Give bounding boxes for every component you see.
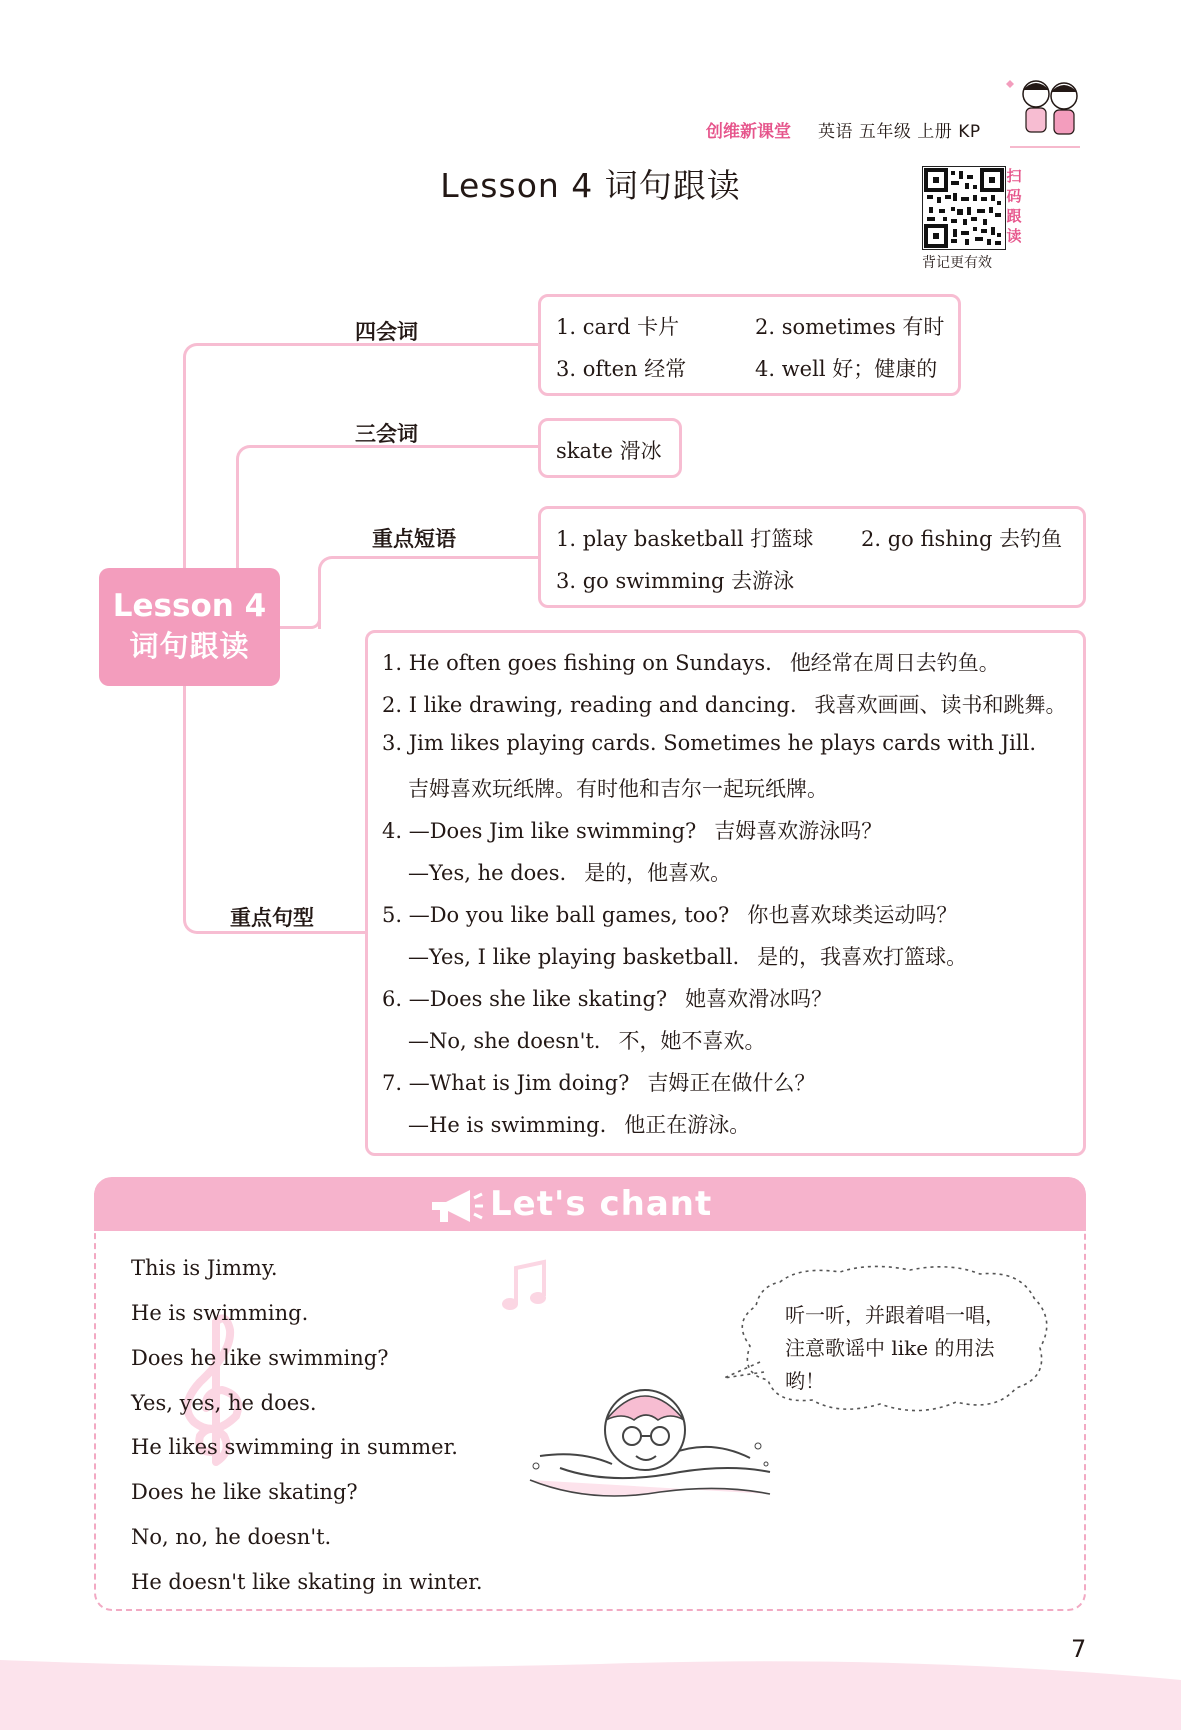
sentence-en: —Yes, he does. — [408, 861, 567, 885]
sentence-line — [382, 731, 1036, 755]
sentence-line — [382, 1067, 815, 1097]
sentence-line — [408, 857, 731, 887]
sentence-en: 3. Jim likes playing cards. Sometimes he plays cards with Jill. — [382, 731, 1036, 755]
sentence-line — [382, 899, 957, 929]
sentence-cn: 她喜欢滑冰吗？ — [685, 987, 833, 1011]
sentence-line — [408, 1109, 750, 1139]
chant-title: Let's chant — [490, 1184, 713, 1224]
sentence-cn: 他正在游泳。 — [624, 1113, 751, 1137]
qr-code-icon[interactable] — [922, 166, 1006, 250]
connector-key-phrases-stub — [280, 612, 321, 629]
phrase-item: 3. go swimming 去游泳 — [556, 569, 795, 593]
sentence-en: —He is swimming. — [408, 1113, 607, 1137]
qr-side-char: 码 — [1006, 187, 1022, 205]
chant-line: Yes, yes, he does. — [131, 1391, 317, 1415]
sentence-cn: 是的，他喜欢。 — [584, 861, 732, 885]
chant-line: He is swimming. — [131, 1301, 309, 1325]
qr-side-text — [1004, 166, 1024, 246]
qr-side-char: 扫 — [1006, 167, 1022, 185]
sentence-en: —No, she doesn't. — [408, 1029, 601, 1053]
book-subject: 英语 五年级 上册 KP — [818, 122, 981, 142]
sentence-line — [382, 647, 1000, 677]
sentence-cn: 是的，我喜欢打篮球。 — [757, 945, 968, 969]
lesson-center-node — [99, 568, 280, 686]
bubble-line: 哟！ — [785, 1369, 825, 1393]
word-item: 2. sometimes 有时 — [755, 315, 945, 339]
sentence-cn: 不，她不喜欢。 — [618, 1029, 766, 1053]
label-four-skill-words: 四会词 — [355, 320, 418, 344]
cartoon-kids-icon — [1000, 72, 1090, 152]
sentence-en: 7. —What is Jim doing? — [382, 1071, 630, 1095]
sentence-cn: 他经常在周日去钓鱼。 — [789, 651, 1000, 675]
page-title: Lesson 4 词句跟读 — [440, 166, 741, 205]
megaphone-icon — [426, 1186, 484, 1226]
swimming-boy-icon — [520, 1368, 780, 1518]
center-node-line1: Lesson 4 — [112, 588, 267, 624]
sentence-en: 2. I like drawing, reading and dancing. — [382, 693, 797, 717]
sentence-line — [408, 941, 967, 971]
label-three-skill-words: 三会词 — [355, 422, 418, 446]
chant-line: This is Jimmy. — [131, 1256, 278, 1280]
music-note-icon — [500, 1258, 550, 1316]
word-item: 1. card 卡片 — [556, 315, 680, 339]
label-key-sentences: 重点句型 — [230, 906, 314, 930]
bubble-line: 注意歌谣中 like 的用法 — [785, 1336, 995, 1360]
qr-caption: 背记更有效 — [922, 255, 992, 271]
sentence-line — [382, 689, 1067, 719]
chant-line: No, no, he doesn't. — [131, 1525, 332, 1549]
sentence-line — [408, 1025, 765, 1055]
word-item: skate 滑冰 — [556, 439, 662, 463]
sentence-en: 4. —Does Jim like swimming? — [382, 819, 697, 843]
series-brand: 创维新课堂 — [706, 122, 791, 142]
center-node-line2: 词句跟读 — [129, 629, 250, 663]
sentence-en: 6. —Does she like skating? — [382, 987, 668, 1011]
chant-line: Does he like skating? — [131, 1480, 358, 1504]
word-item: 4. well 好；健康的 — [755, 357, 938, 381]
label-key-phrases: 重点短语 — [372, 527, 456, 551]
sentence-cn: 吉姆喜欢玩纸牌。有时他和吉尔一起玩纸牌。 — [408, 777, 828, 801]
connector-key-sentences — [183, 685, 370, 934]
word-item: 3. often 经常 — [556, 357, 687, 381]
sentence-en: —Yes, I like playing basketball. — [408, 945, 740, 969]
sentence-line — [382, 815, 882, 845]
connector-key-phrases — [318, 556, 541, 629]
phrase-item: 2. go fishing 去钓鱼 — [861, 527, 1063, 551]
bubble-text — [785, 1299, 1005, 1398]
sentence-line — [382, 983, 832, 1013]
sentence-en: 5. —Do you like ball games, too? — [382, 903, 730, 927]
connector-three-skill — [236, 445, 541, 573]
qr-side-char: 跟 — [1006, 207, 1022, 225]
sentence-line — [408, 773, 828, 803]
sentence-cn: 吉姆喜欢游泳吗？ — [714, 819, 883, 843]
qr-side-char: 读 — [1006, 227, 1022, 245]
sentence-cn: 我喜欢画画、读书和跳舞。 — [814, 693, 1067, 717]
sentence-cn: 吉姆正在做什么？ — [647, 1071, 816, 1095]
phrase-item: 1. play basketball 打篮球 — [556, 527, 814, 551]
sentence-cn: 你也喜欢球类运动吗？ — [747, 903, 958, 927]
page-number: 7 — [1071, 1635, 1087, 1663]
bubble-line: 听一听，并跟着唱一唱， — [785, 1303, 1005, 1327]
sentence-en: 1. He often goes fishing on Sundays. — [382, 651, 772, 675]
chant-line: He doesn't like skating in winter. — [131, 1570, 483, 1594]
chant-line: He likes swimming in summer. — [131, 1435, 458, 1459]
chant-line: Does he like swimming? — [131, 1346, 389, 1370]
footer-band — [0, 1650, 1181, 1730]
